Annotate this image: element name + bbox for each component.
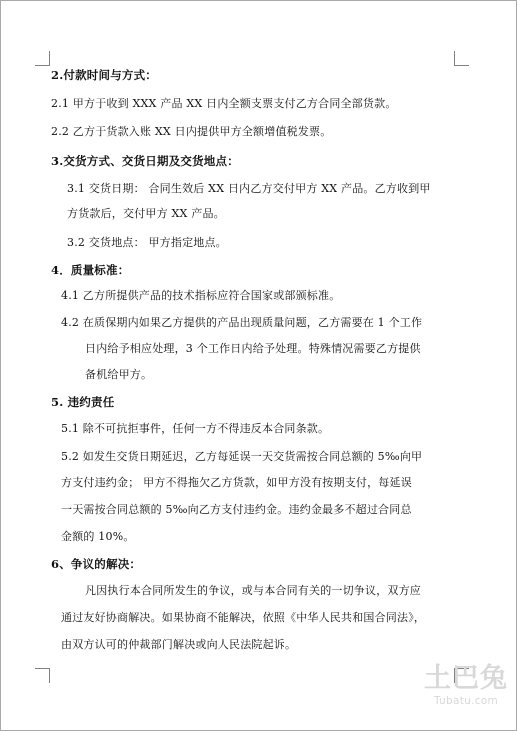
clause-5-2-cont-3: 金额的 10%。 bbox=[61, 530, 135, 543]
dispute-paragraph-line-2: 通过友好协商解决。如果协商不能解决，依照《中华人民共和国合同法》， bbox=[61, 611, 426, 624]
clause-5-2-cont-2: 一天需按合同总额的 5‰向乙方支付违约金。违约金最多不超过合同总 bbox=[61, 503, 412, 516]
section-heading-quality: 4．质量标准： bbox=[51, 263, 130, 277]
crop-mark-bottom-left bbox=[35, 668, 50, 683]
dispute-paragraph-line-3: 由双方认可的仲裁部门解决或向人民法院起诉。 bbox=[61, 638, 297, 651]
section-heading-liability: 5. 违约责任 bbox=[51, 395, 115, 409]
clause-4-2-cont-1: 日内给予相应处理，3 个工作日内给予处理。特殊情况需要乙方提供 bbox=[85, 342, 421, 355]
section-heading-delivery: 3.交货方式、交货日期及交货地点： bbox=[51, 154, 239, 168]
clause-2-2: 2.2 乙方于货款入账 XX 日内提供甲方全额增值税发票。 bbox=[51, 125, 332, 138]
clause-5-2: 5.2 如发生交货日期延迟，乙方每延误一天交货需按合同总额的 5‰向甲 bbox=[61, 450, 423, 463]
clause-5-2-cont-1: 方支付违约金； 甲方不得拖欠乙方货款，如甲方没有按期支付，每延误 bbox=[61, 476, 412, 489]
clause-5-1: 5.1 除不可抗拒事件，任何一方不得违反本合同条款。 bbox=[61, 422, 330, 435]
clause-3-1-cont: 方货款后，交付甲方 XX 产品。 bbox=[67, 207, 225, 220]
watermark bbox=[419, 663, 513, 719]
dispute-paragraph-line-1: 凡因执行本合同所发生的争议，或与本合同有关的一切争议，双方应 bbox=[85, 584, 421, 597]
clause-3-2: 3.2 交货地点： 甲方指定地点。 bbox=[67, 236, 227, 249]
crop-mark-top-right bbox=[454, 51, 469, 66]
clause-4-2-cont-2: 备机给甲方。 bbox=[85, 368, 153, 381]
clause-2-1: 2.1 甲方于收到 XXX 产品 XX 日内全额支票支付乙方合同全部货款。 bbox=[51, 97, 397, 110]
watermark-url: Tubatu.com bbox=[433, 695, 499, 707]
crop-mark-top-left bbox=[35, 51, 50, 66]
clause-3-1: 3.1 交货日期： 合同生效后 XX 日内乙方交付甲方 XX 产品。乙方收到甲 bbox=[67, 182, 431, 195]
section-heading-payment: 2.付款时间与方式： bbox=[51, 68, 158, 82]
watermark-logo: 土巴兔 bbox=[424, 663, 508, 694]
section-heading-dispute: 6、争议的解决： bbox=[51, 557, 142, 571]
clause-4-1: 4.1 乙方所提供产品的技术指标应符合国家或部颁标准。 bbox=[61, 289, 341, 302]
clause-4-2: 4.2 在质保期内如果乙方提供的产品出现质量问题，乙方需要在 1 个工作 bbox=[61, 316, 423, 329]
